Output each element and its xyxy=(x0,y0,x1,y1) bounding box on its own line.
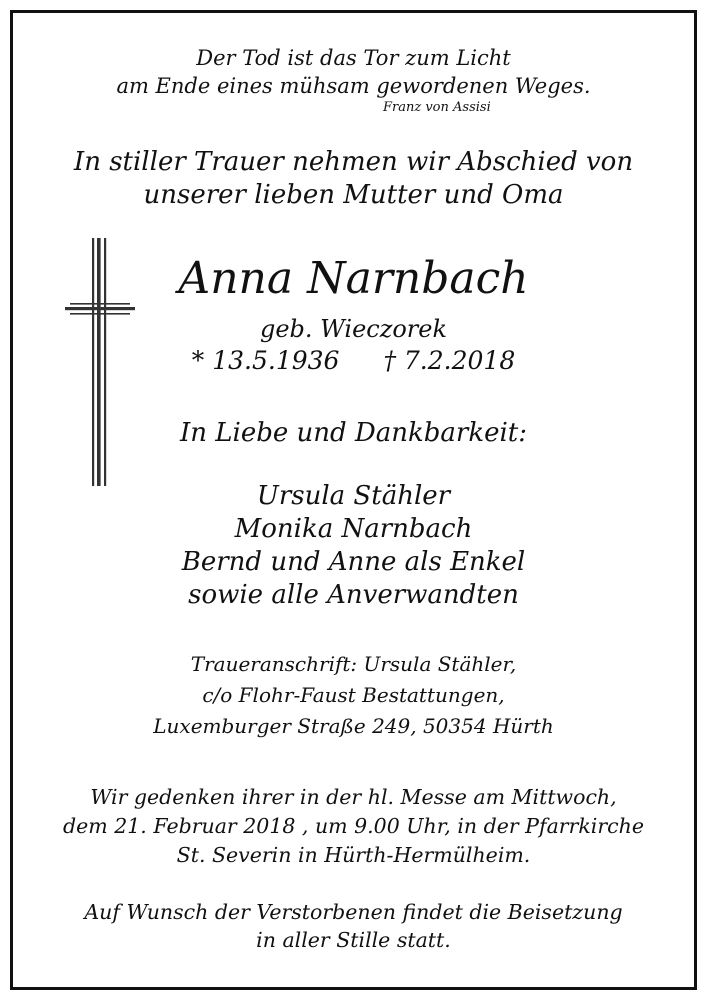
birth-date: * 13.5.1936 xyxy=(191,346,340,375)
mass-line-1: Wir gedenken ihrer in der hl. Messe am Mittwoch, xyxy=(90,785,617,809)
family-member-4: sowie alle Anverwandten xyxy=(188,580,519,610)
maiden-name: geb. Wieczorek xyxy=(259,315,448,343)
intro-line-1: In stiller Trauer nehmen wir Abschied von xyxy=(73,147,634,177)
motto-line-1: Der Tod ist das Tor zum Licht xyxy=(196,46,511,70)
motto-line-2: am Ende eines mühsam gewordenen Weges. xyxy=(116,74,591,98)
family-member-2: Monika Narnbach xyxy=(234,514,473,544)
life-dates xyxy=(0,348,707,373)
deceased-name: Anna Narnbach xyxy=(178,253,529,304)
burial-line-2: in aller Stille statt. xyxy=(256,928,451,952)
intro-line-2: unserer lieben Mutter und Oma xyxy=(143,180,564,210)
family-member-1: Ursula Stähler xyxy=(256,481,451,511)
motto-author: Franz von Assisi xyxy=(383,100,491,115)
address-line-1: Traueranschrift: Ursula Stähler, xyxy=(190,652,517,676)
address-line-2: c/o Flohr-Faust Bestattungen, xyxy=(202,683,505,707)
gratitude-line: In Liebe und Dankbarkeit: xyxy=(179,418,528,448)
family-member-3: Bernd und Anne als Enkel xyxy=(181,547,526,577)
mass-line-2: dem 21. Februar 2018 , um 9.00 Uhr, in der Pfarrkirche xyxy=(63,814,644,838)
burial-line-1: Auf Wunsch der Verstorbenen findet die Beisetzung xyxy=(84,900,623,924)
death-date: † 7.2.2018 xyxy=(383,346,516,375)
mass-line-3: St. Severin in Hürth-Hermülheim. xyxy=(176,843,531,867)
address-line-3: Luxemburger Straße 249, 50354 Hürth xyxy=(153,714,554,738)
